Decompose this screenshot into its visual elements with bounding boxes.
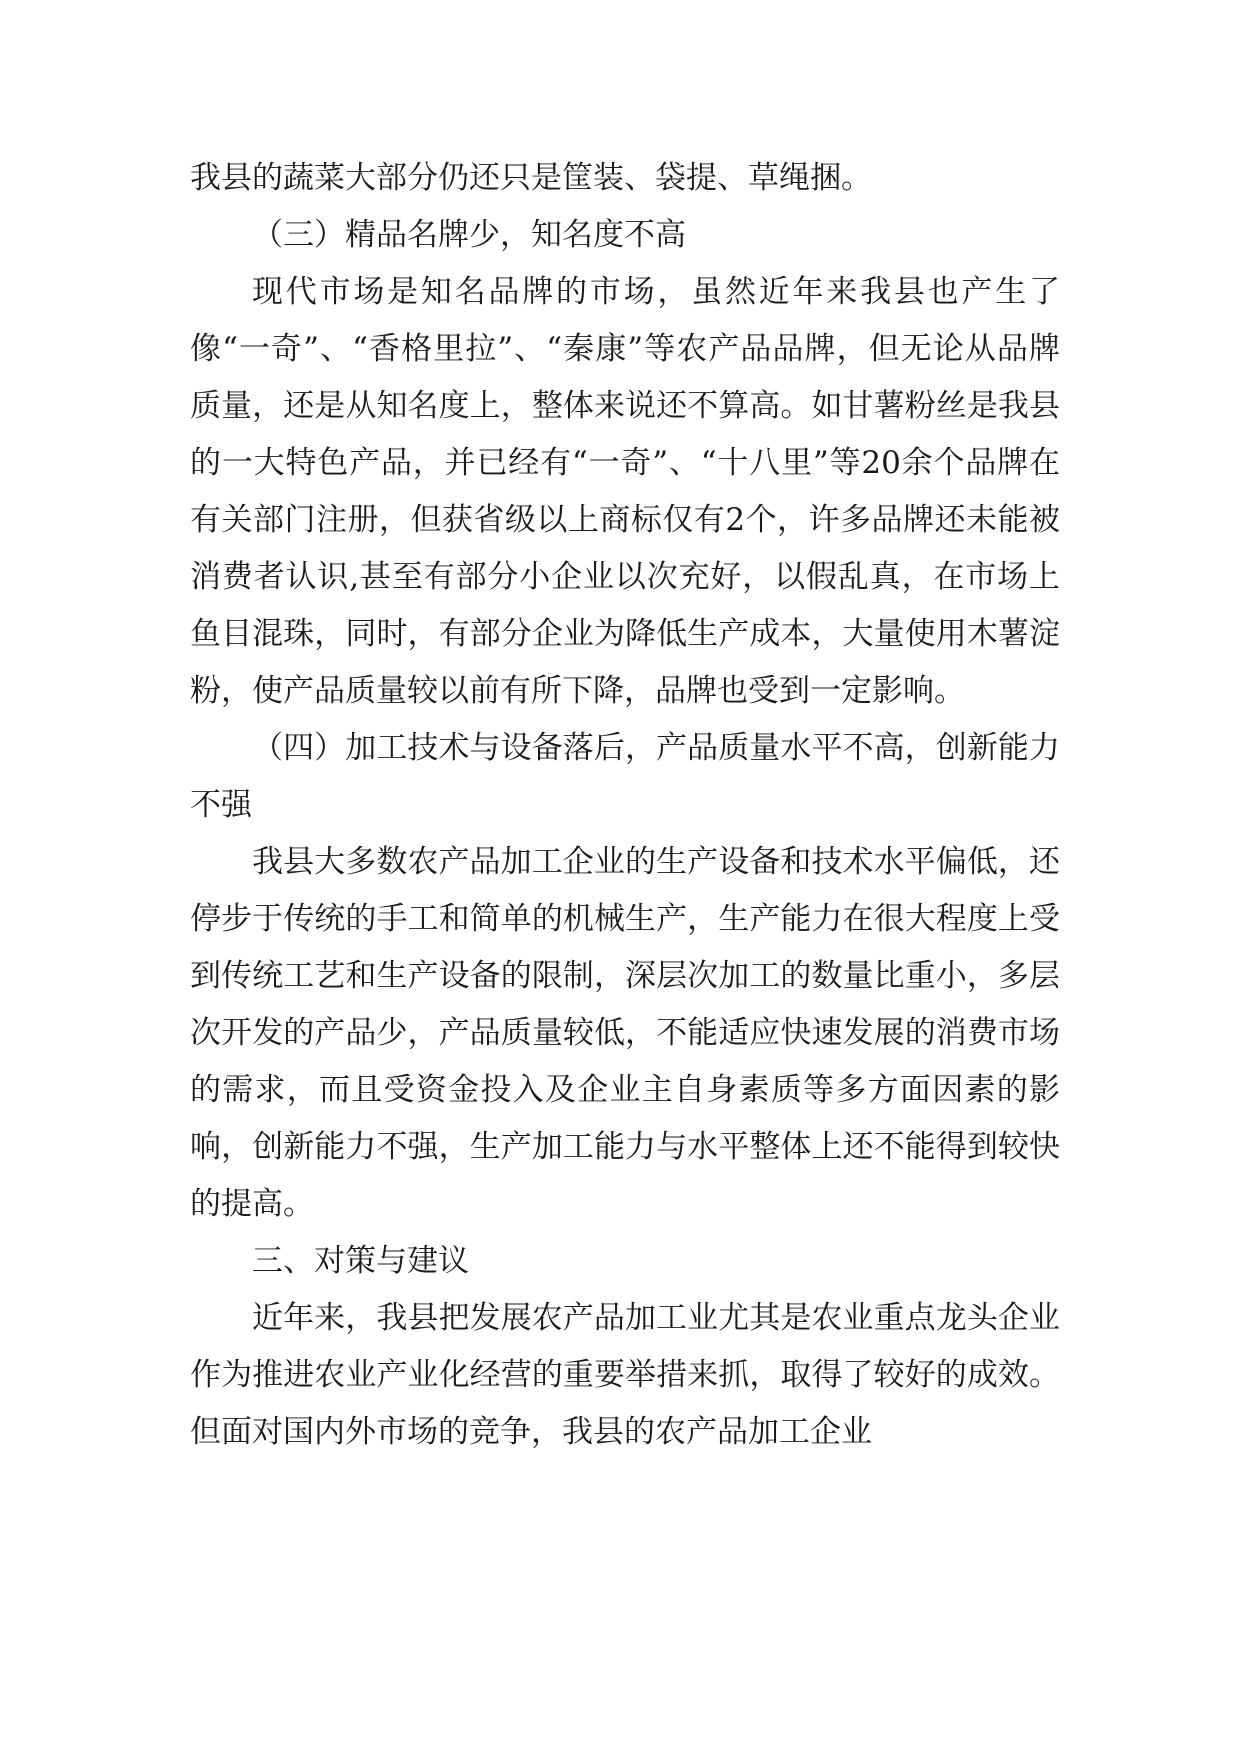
- paragraph-technology: 我县大多数农产品加工企业的生产设备和技术水平偏低，还停步于传统的手工和简单的机械生产，生产能力在很大程度上受到传统工艺和生产设备的限制，深层次加工的数量比重小，多层次开发的产品少，产品质量较低，不能适应快速发展的消费市场的需求，而且受资金投入及企业主自身素质等多方面因素的影响，创新能力不强，生产加工能力与水平整体上还不能得到较快的提高。: [190, 844, 1060, 1222]
- section-heading-3: （三）精品名牌少，知名度不高: [252, 217, 686, 253]
- chapter-heading-3: 三、对策与建议: [252, 1243, 469, 1279]
- paragraph-countermeasures: 近年来，我县把发展农产品加工业尤其是农业重点龙头企业作为推进农业产业化经营的重要举措来抓，取得了较好的成效。但面对国内外市场的竞争，我县的农产品加工企业: [190, 1300, 1060, 1450]
- section-heading-4: （四）加工技术与设备落后，产品质量水平不高，创新能力不强: [190, 730, 1060, 823]
- document-body: [190, 150, 1060, 1461]
- paragraph-brands: 现代市场是知名品牌的市场，虽然近年来我县也产生了像“一奇”、“香格里拉”、“秦康”等农产品品牌，但无论从品牌质量，还是从知名度上，整体来说还不算高。如甘薯粉丝是我县的一大特色产品，并已经有“一奇”、“十八里”等20余个品牌在有关部门注册，但获省级以上商标仅有2个，许多品牌还未能被消费者认识,甚至有部分小企业以次充好，以假乱真，在市场上鱼目混珠，同时，有部分企业为降低生产成本，大量使用木薯淀粉，使产品质量较以前有所下降，品牌也受到一定影响。: [190, 274, 1060, 709]
- paragraph-continuation: 我县的蔬菜大部分仍还只是筐装、袋提、草绳捆。: [190, 160, 872, 196]
